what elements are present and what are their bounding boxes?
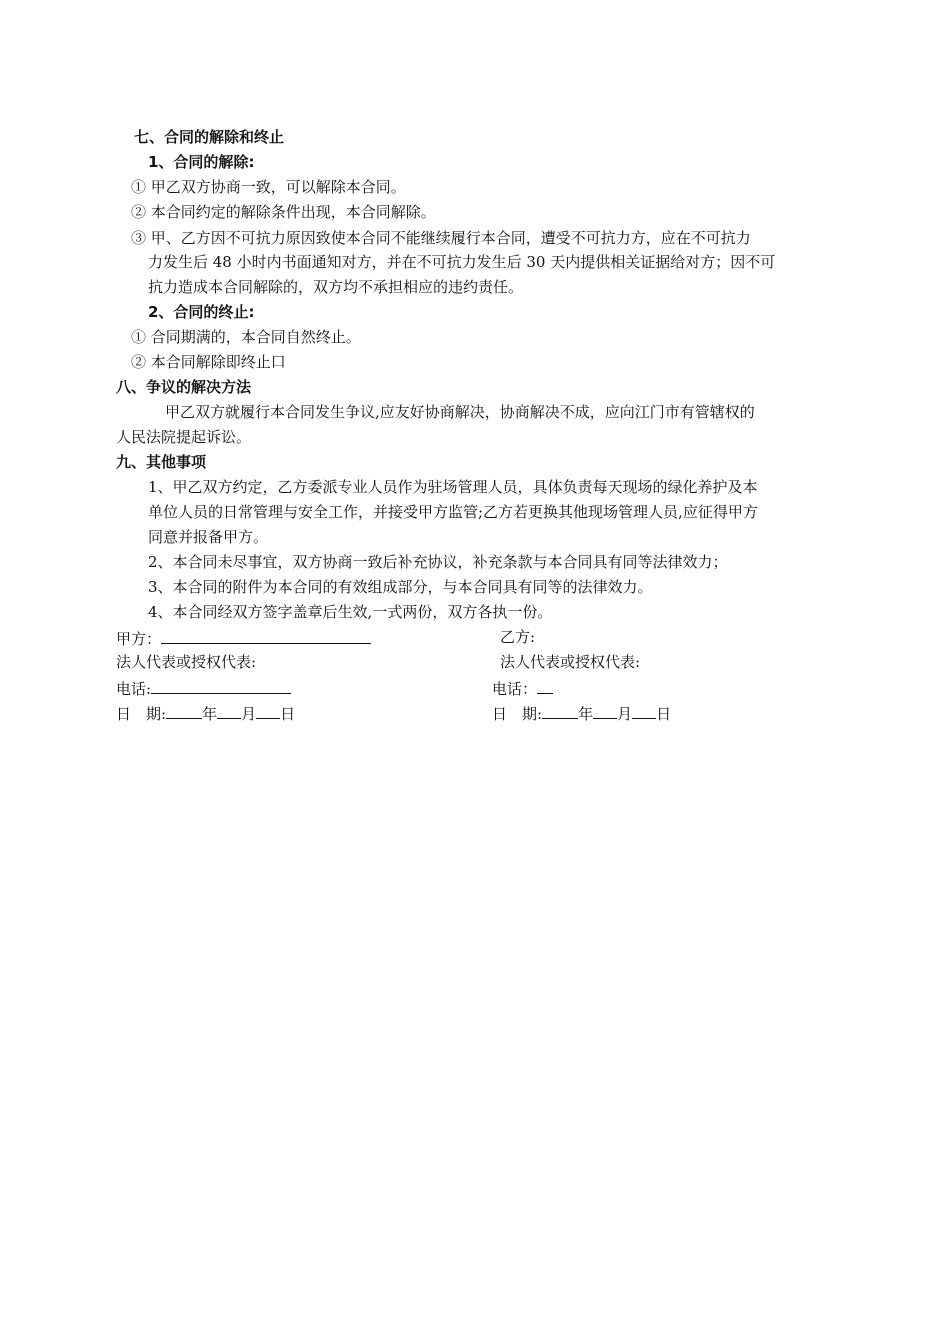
phone-b-label: 电话： [492,680,538,698]
party-a-blank[interactable] [161,627,371,644]
section-7-heading: 七、合同的解除和终止 [134,128,285,146]
phone-a-blank[interactable] [151,677,291,694]
party-b-label: 乙方: [500,628,536,646]
phone-b-blank[interactable] [537,677,553,694]
rep-a-label: 法人代表或授权代表: [116,653,257,671]
date-a-day-blank[interactable] [256,702,280,719]
party-a-label: 甲方： [116,630,162,648]
phone-a [116,677,291,699]
date-b-month-blank[interactable] [593,702,617,719]
date-a-year-label: 年 [202,705,218,723]
date-b-label: 日 期: [492,705,543,723]
clause-item: 2、本合同未尽事宜，双方协商一致后补充协议，补充条款与本合同具有同等法律效力； [148,553,728,571]
clause-item-continued: 单位人员的日常管理与安全工作，并接受甲方监管;乙方若更换其他现场管理人员,应征得甲方 [148,503,758,521]
section-7-sub-1: 1、合同的解除: [148,153,255,171]
date-a [116,702,295,724]
phone-a-label: 电话: [116,680,152,698]
clause-item-continued: 同意并报备甲方。 [148,528,269,546]
date-b-day-blank[interactable] [632,702,656,719]
party-a-signature [116,627,371,649]
date-a-day-label: 日 [280,705,296,723]
date-b-day-label: 日 [656,705,672,723]
section-7-sub-2: 2、合同的终止: [148,303,255,321]
section-9-heading: 九、其他事项 [116,453,207,471]
section-8-paragraph: 甲乙双方就履行本合同发生争议,应友好协商解决，协商解决不成，应向江门市有管辖权的 [165,403,755,421]
phone-b [492,677,553,699]
date-a-month-blank[interactable] [217,702,241,719]
clause-item: ① 甲乙双方协商一致，可以解除本合同。 [131,178,406,196]
date-b-year-blank[interactable] [542,702,578,719]
clause-item: ② 本合同约定的解除条件出现，本合同解除。 [131,203,436,221]
clause-item: 1、甲乙双方约定，乙方委派专业人员作为驻场管理人员，具体负责每天现场的绿化养护及本 [148,478,758,496]
date-a-year-blank[interactable] [166,702,202,719]
rep-b-label: 法人代表或授权代表: [500,653,641,671]
date-b-year-label: 年 [578,705,594,723]
date-a-month-label: 月 [241,705,257,723]
clause-item: ① 合同期满的，本合同自然终止。 [131,328,361,346]
clause-item: ③ 甲、乙方因不可抗力原因致使本合同不能继续履行本合同，遭受不可抗力方，应在不可抗力 [131,229,751,247]
clause-item: 3、本合同的附件为本合同的有效组成部分，与本合同具有同等的法律效力。 [148,578,653,596]
date-b-month-label: 月 [617,705,633,723]
clause-item-continued: 抗力造成本合同解除的，双方均不承担相应的违约责任。 [148,278,524,296]
clause-item: ② 本合同解除即终止口 [131,353,286,371]
date-a-label: 日 期: [116,705,167,723]
clause-item: 4、本合同经双方签字盖章后生效,一式两份，双方各执一份。 [148,603,553,621]
clause-item-continued: 力发生后 48 小时内书面通知对方，并在不可抗力发生后 30 天内提供相关证据给对方；因不可 [148,253,776,271]
section-8-paragraph-continued: 人民法院提起诉讼。 [116,428,252,446]
section-8-heading: 八、争议的解决方法 [116,378,252,396]
date-b [492,702,671,724]
